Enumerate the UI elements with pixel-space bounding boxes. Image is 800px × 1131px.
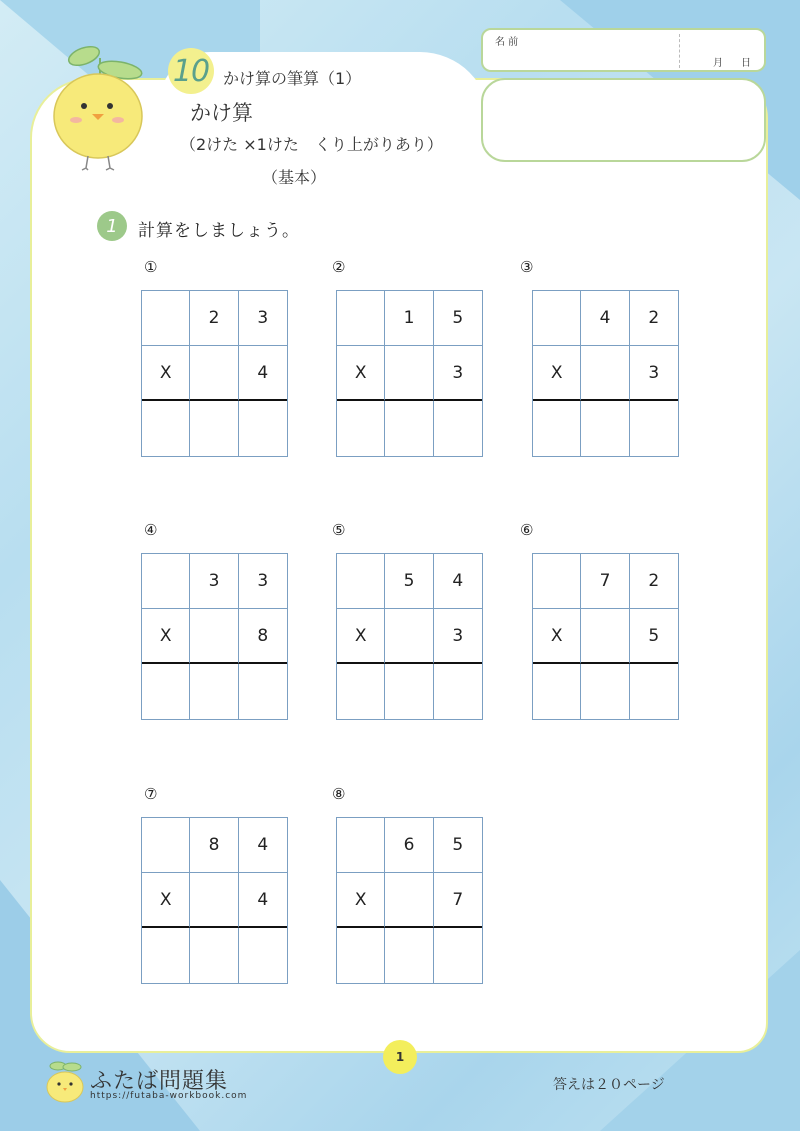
problem-label: ④ — [144, 521, 158, 539]
grid-cell — [533, 291, 581, 346]
grid-cell — [190, 609, 238, 664]
grid-cell: 2 — [630, 291, 678, 346]
grid-cell: X — [337, 346, 385, 401]
answer-cell[interactable] — [581, 401, 629, 456]
grid-cell: 4 — [239, 818, 287, 873]
answer-cell[interactable] — [239, 401, 287, 456]
grid-cell: 3 — [190, 554, 238, 609]
instruction-number-badge: 1 — [97, 211, 127, 241]
grid-cell: X — [337, 609, 385, 664]
grid-cell: X — [142, 346, 190, 401]
answer-cell[interactable] — [385, 401, 433, 456]
grid-cell — [142, 554, 190, 609]
name-field[interactable] — [481, 28, 766, 72]
mascot-icon — [48, 44, 158, 172]
problem-grid — [336, 290, 483, 457]
problem-label: ⑧ — [332, 785, 346, 803]
answer-cell[interactable] — [385, 664, 433, 719]
grid-cell: 4 — [581, 291, 629, 346]
grid-cell: 5 — [434, 818, 482, 873]
page-title: かけ算 — [190, 101, 253, 125]
grid-cell — [385, 609, 433, 664]
page-subtitle: （2けた ×1けた くり上がりあり） — [180, 135, 443, 154]
grid-cell: 3 — [434, 346, 482, 401]
problem-grid — [336, 553, 483, 720]
answer-cell[interactable] — [581, 664, 629, 719]
answer-cell[interactable] — [630, 664, 678, 719]
grid-cell — [142, 291, 190, 346]
grid-cell: 5 — [385, 554, 433, 609]
grid-cell: X — [533, 346, 581, 401]
grid-cell: 4 — [434, 554, 482, 609]
level-label: （基本） — [262, 168, 327, 187]
grid-cell — [337, 818, 385, 873]
problem-grid — [532, 290, 679, 457]
grid-cell — [337, 291, 385, 346]
problem-label: ① — [144, 258, 158, 276]
grid-cell — [581, 609, 629, 664]
day-label: 日 — [741, 58, 751, 69]
answer-cell[interactable] — [533, 664, 581, 719]
answer-cell[interactable] — [434, 928, 482, 983]
answer-cell[interactable] — [239, 928, 287, 983]
answer-cell[interactable] — [434, 401, 482, 456]
grid-cell: 2 — [190, 291, 238, 346]
brand-url[interactable]: https://futaba-workbook.com — [90, 1091, 248, 1101]
grid-cell — [385, 346, 433, 401]
grid-cell — [337, 554, 385, 609]
problem-label: ③ — [520, 258, 534, 276]
grid-cell — [142, 818, 190, 873]
answer-cell[interactable] — [190, 664, 238, 719]
grid-cell: 6 — [385, 818, 433, 873]
grid-cell: 7 — [581, 554, 629, 609]
answer-cell[interactable] — [190, 401, 238, 456]
answer-cell[interactable] — [337, 928, 385, 983]
grid-cell: 4 — [239, 346, 287, 401]
grid-cell: 1 — [385, 291, 433, 346]
grid-cell: 7 — [434, 873, 482, 928]
answer-cell[interactable] — [385, 928, 433, 983]
answer-cell[interactable] — [434, 664, 482, 719]
month-label: 月 — [713, 58, 723, 69]
answer-cell[interactable] — [142, 401, 190, 456]
grid-cell: 2 — [630, 554, 678, 609]
brand-mascot-icon — [44, 1060, 86, 1104]
brand-name: ふたば問題集 — [90, 1069, 229, 1094]
grid-cell — [190, 346, 238, 401]
problem-grid — [532, 553, 679, 720]
grid-cell — [385, 873, 433, 928]
page-number: 1 — [383, 1040, 417, 1074]
answer-cell[interactable] — [142, 928, 190, 983]
divider — [679, 34, 680, 68]
topic-label: かけ算の筆算（1） — [223, 69, 362, 88]
unit-number-badge: 10 — [168, 48, 214, 94]
grid-cell: 8 — [239, 609, 287, 664]
grid-cell: 3 — [434, 609, 482, 664]
grid-cell: 3 — [239, 291, 287, 346]
answer-cell[interactable] — [239, 664, 287, 719]
grid-cell — [533, 554, 581, 609]
grid-cell — [581, 346, 629, 401]
grid-cell: 3 — [239, 554, 287, 609]
problem-label: ⑤ — [332, 521, 346, 539]
problem-grid — [141, 290, 288, 457]
score-field[interactable] — [481, 78, 766, 162]
grid-cell: X — [533, 609, 581, 664]
problem-grid — [141, 553, 288, 720]
problem-label: ⑥ — [520, 521, 534, 539]
answer-cell[interactable] — [142, 664, 190, 719]
name-label: 名 前 — [495, 37, 519, 48]
answer-cell[interactable] — [630, 401, 678, 456]
grid-cell: 4 — [239, 873, 287, 928]
answer-cell[interactable] — [533, 401, 581, 456]
grid-cell — [190, 873, 238, 928]
grid-cell: 5 — [630, 609, 678, 664]
problem-label: ② — [332, 258, 346, 276]
problem-grid — [141, 817, 288, 984]
problem-label: ⑦ — [144, 785, 158, 803]
grid-cell: 3 — [630, 346, 678, 401]
answer-reference: 答えは２０ページ — [553, 1077, 665, 1093]
grid-cell: X — [142, 609, 190, 664]
answer-cell[interactable] — [190, 928, 238, 983]
grid-cell: X — [142, 873, 190, 928]
answer-cell[interactable] — [337, 664, 385, 719]
grid-cell: X — [337, 873, 385, 928]
answer-cell[interactable] — [337, 401, 385, 456]
grid-cell: 5 — [434, 291, 482, 346]
grid-cell: 8 — [190, 818, 238, 873]
instruction-text: 計算をしましょう。 — [138, 221, 300, 241]
problem-grid — [336, 817, 483, 984]
